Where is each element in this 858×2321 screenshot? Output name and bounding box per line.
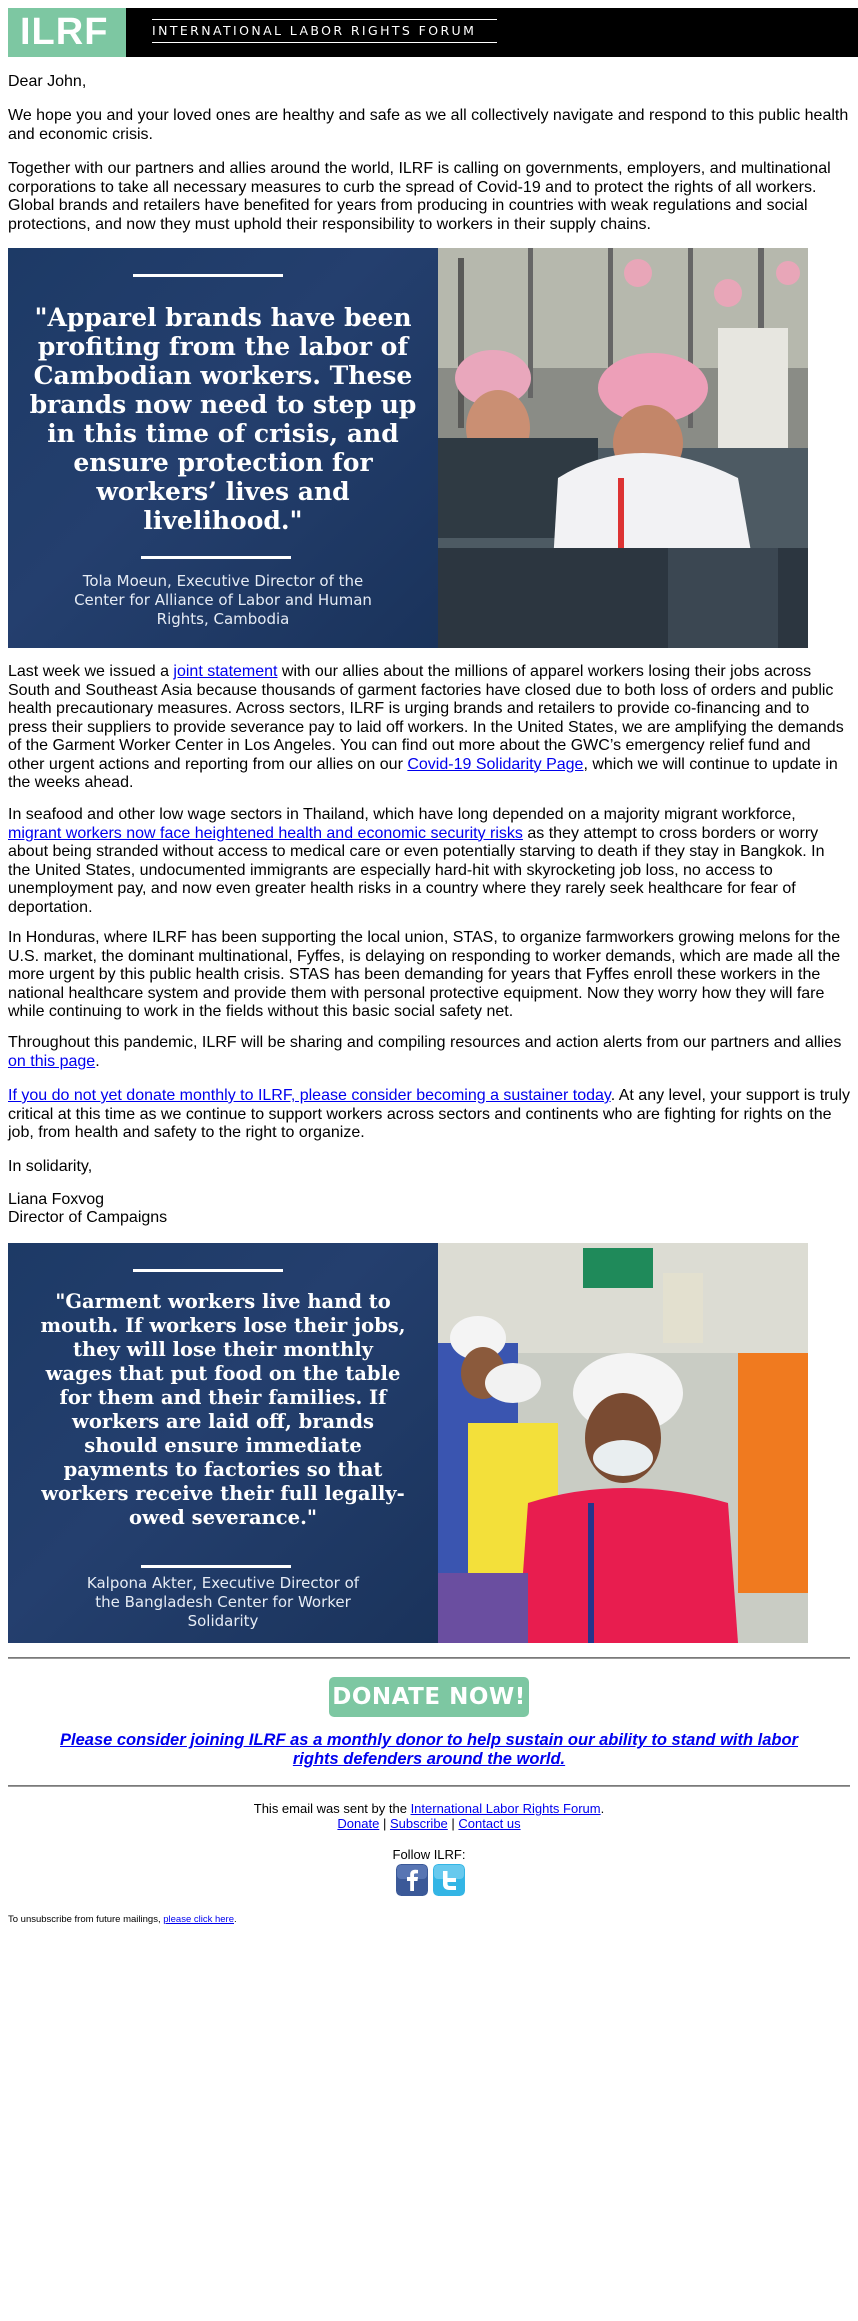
- signer-name: Liana Foxvog: [8, 1191, 105, 1208]
- paragraph-honduras: In Honduras, where ILRF has been supporting the local union, STAS, to organize farmworkers growing melons for the U.S. market, the dominant multinational, Fyffes, is delaying on responding to worker demands, which are made all the more urgent by this public health crisis. STAS has been demanding for years that Fyffes enroll these workers in the national healthcare system and provide them with personal protective equipment. Now they worry how they will fare while continuing to work in the fields without this basic social safety net.: [8, 929, 841, 1020]
- footer-separator: |: [382, 1816, 387, 1831]
- quote-text: "Garment workers live hand to mouth. If workers lose their jobs, they will lose their monthly wages that put food on the table for them and their families. If workers are laid off, brands should ensure immediate payments to factories so that workers receive their full legally-owed severance.": [40, 1290, 406, 1529]
- unsubscribe-prefix: To unsubscribe from future mailings,: [8, 1914, 164, 1925]
- unsubscribe-suffix: .: [234, 1914, 237, 1925]
- footer-sent-by: [8, 1801, 850, 1817]
- footer-links: [8, 1816, 850, 1832]
- facebook-icon[interactable]: [396, 1864, 428, 1896]
- paragraph-thailand: [8, 806, 850, 917]
- footer-separator: |: [451, 1816, 455, 1831]
- quote-attribution: Tola Moeun, Executive Director of the Center for Alliance of Labor and Human Rights, Cambodia: [74, 572, 372, 628]
- paragraph-joint-statement: [8, 663, 850, 793]
- quote-attribution: Kalpona Akter, Executive Director of the Bangladesh Center for Worker Solidarity: [86, 1574, 360, 1630]
- paragraph-sustainer: [8, 1087, 850, 1143]
- migrant-workers-link[interactable]: migrant workers now face heightened health and economic security risks: [8, 824, 523, 842]
- closing-line: In solidarity,: [8, 1158, 93, 1175]
- p4-text-b: as they attempt to cross borders or worry about being stranded without access to medical care or even potentially starving to death if they stay in Bangkok. In the United States, undocumented immigrants are especially hard-hit with skyrocketing job loss, no access to unemployment pay, and now even greater health risks in a country where they rarely seek healthcare for fear of deportation.: [8, 824, 825, 916]
- twitter-icon[interactable]: [433, 1864, 465, 1896]
- quote-text: "Apparel brands have been profiting from the labor of Cambodian workers. These brands now need to step up in this time of crisis, and ensure protection for workers’ lives and livelihood.": [29, 303, 417, 535]
- quote-panel: [8, 1243, 438, 1643]
- signer-title: Director of Campaigns: [8, 1209, 168, 1226]
- p4-text-a: In seafood and other low wage sectors in Thailand, which have long depended on a majority migrant workforce,: [8, 806, 796, 823]
- unsubscribe-link[interactable]: please click here: [163, 1914, 234, 1925]
- donate-now-button[interactable]: DONATE NOW!: [329, 1677, 529, 1717]
- follow-label: Follow ILRF:: [392, 1847, 466, 1862]
- divider-bottom: [8, 1785, 850, 1787]
- banner-rule-bottom: [152, 42, 497, 43]
- paragraph-call: Together with our partners and allies around the world, ILRF is calling on governments, employers, and multinational corporations to take all necessary measures to curb the spread of Covid-19 and to protect the rights of all workers. Global brands and retailers have benefited for years from producing in countries with weak regulations and social protections, and now they must uphold their responsibility to workers in their supply chains.: [8, 160, 831, 233]
- greeting: Dear John,: [8, 73, 87, 90]
- banner-rule-top: [152, 19, 497, 20]
- monthly-donor-callout: [8, 1731, 850, 1769]
- paragraph-resources: [8, 1034, 850, 1071]
- quote-card-bangladesh: [8, 1243, 808, 1643]
- paragraph-intro: We hope you and your loved ones are healthy and safe as we all collectively navigate and respond to this public health and economic crisis.: [8, 107, 849, 143]
- sent-by-prefix: This email was sent by the: [253, 1801, 411, 1816]
- footer-contact-link[interactable]: Contact us: [458, 1816, 521, 1831]
- org-link[interactable]: International Labor Rights Forum: [410, 1801, 601, 1816]
- sent-by-suffix: .: [600, 1801, 605, 1816]
- quote-panel: [8, 248, 438, 648]
- quote-rule-bottom: [141, 1565, 291, 1568]
- footer-subscribe-link[interactable]: Subscribe: [389, 1816, 448, 1831]
- monthly-donor-link[interactable]: Please consider joining ILRF as a monthly donor to help sustain our ability to stand with labor rights defenders around the world.: [60, 1731, 798, 1768]
- p3-text-a: Last week we issued a: [8, 663, 174, 680]
- p7-text-b: . At any level, your support is truly critical at this time as we continue to support workers across sectors and continents who are fighting for rights on the job, from health and safety to the right to organize.: [8, 1087, 850, 1141]
- unsubscribe-note: [8, 1914, 850, 1925]
- ilrf-logo[interactable]: ILRF: [8, 8, 126, 57]
- joint-statement-link[interactable]: joint statement: [173, 663, 278, 680]
- p6-text-a: Throughout this pandemic, ILRF will be sharing and compiling resources and action alerts from our partners and allies: [8, 1034, 842, 1051]
- garment-workers-photo: [438, 1243, 808, 1643]
- garment-factory-photo: [438, 248, 808, 648]
- footer-donate-link[interactable]: Donate: [337, 1816, 380, 1831]
- p6-text-b: .: [95, 1052, 100, 1070]
- covid-solidarity-link[interactable]: Covid-19 Solidarity Page: [407, 755, 584, 773]
- divider-top: [8, 1657, 850, 1659]
- quote-rule-bottom: [141, 556, 291, 559]
- quote-rule-top: [133, 274, 283, 277]
- p3-text-c: , which we will continue to update in the weeks ahead.: [8, 755, 838, 791]
- quote-card-cambodia: [8, 248, 808, 648]
- resources-page-link[interactable]: on this page: [8, 1052, 96, 1070]
- become-sustainer-link[interactable]: If you do not yet donate monthly to ILRF, please consider becoming a sustainer today: [8, 1087, 611, 1104]
- header-banner: [8, 8, 858, 57]
- quote-rule-top: [133, 1269, 283, 1272]
- banner-title: INTERNATIONAL LABOR RIGHTS FORUM: [152, 23, 477, 38]
- p3-text-b: with our allies about the millions of apparel workers losing their jobs across South and Southeast Asia because thousands of garment factories have closed due to both loss of orders and public health precautionary measures. Across sectors, ILRF is urging brands and retailers to provide co-financing and to press their suppliers to provide severance pay to laid off workers. In the United States, we are amplifying the demands of the Garment Worker Center in Los Angeles. You can find out more about the GWC’s emergency relief fund and other urgent actions and reporting from our allies on our: [8, 663, 844, 773]
